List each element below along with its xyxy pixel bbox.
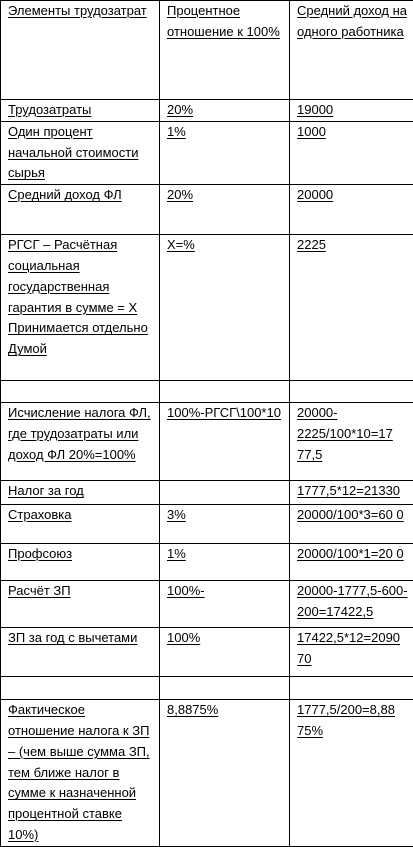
table-cell: 17422,5*12=2090 70 — [290, 628, 413, 677]
table-row — [1, 544, 413, 581]
table-cell: РГСГ – Расчётная социальная государственная гарантия в сумме = Х Принимается отдельно Думой — [1, 235, 160, 381]
table-row — [1, 1, 413, 100]
table-cell — [290, 677, 413, 700]
table-cell — [160, 677, 290, 700]
table-cell: 1% — [160, 544, 290, 581]
table-row — [1, 505, 413, 544]
table-cell: 100%- — [160, 581, 290, 628]
table-row — [1, 235, 413, 381]
table-cell: 8,8875% — [160, 700, 290, 847]
table-cell: 1777,5*12=21330 — [290, 481, 413, 505]
table-cell: Исчисление налога ФЛ, где трудозатраты или доход ФЛ 20%=100% — [1, 403, 160, 481]
table-cell: Один процент начальной стоимости сырья — [1, 121, 160, 184]
table-row — [1, 700, 413, 847]
table-row — [1, 121, 413, 184]
table-cell: Средний доход ФЛ — [1, 185, 160, 235]
table-cell: Расчёт ЗП — [1, 581, 160, 628]
table-cell: 20000/100*3=60 0 — [290, 505, 413, 544]
table-cell — [290, 381, 413, 403]
table-cell: Налог за год — [1, 481, 160, 505]
table-cell: Х=% — [160, 235, 290, 381]
table-row — [1, 185, 413, 235]
table-cell: 20000-1777,5-600-200=17422,5 — [290, 581, 413, 628]
table-row — [1, 581, 413, 628]
table-row — [1, 481, 413, 505]
table-cell: 20% — [160, 185, 290, 235]
table-header-cell: Процентное отношение к 100% — [160, 1, 290, 100]
table-cell: Фактическое отношение налога к ЗП – (чем выше сумма ЗП, тем ближе налог в сумме к назначенной процентной ставке 10%) — [1, 700, 160, 847]
table-header-cell: Средний доход на одного работника — [290, 1, 413, 100]
table-row — [1, 381, 413, 403]
table-cell: 1000 — [290, 121, 413, 184]
table-row — [1, 628, 413, 677]
table-cell — [1, 677, 160, 700]
table-cell: 20000 — [290, 185, 413, 235]
table-cell: 1% — [160, 121, 290, 184]
table-cell: 20% — [160, 100, 290, 122]
table-cell: ЗП за год с вычетами — [1, 628, 160, 677]
table-cell — [160, 381, 290, 403]
table-cell: Страховка — [1, 505, 160, 544]
table-cell: Трудозатраты — [1, 100, 160, 122]
table-cell: 2225 — [290, 235, 413, 381]
table-header-cell: Элементы трудозатрат — [1, 1, 160, 100]
table-cell: 20000-2225/100*10=17 77,5 — [290, 403, 413, 481]
table-cell — [160, 481, 290, 505]
table-row — [1, 677, 413, 700]
table-cell: 19000 — [290, 100, 413, 122]
table-row — [1, 100, 413, 122]
table-cell: 100% — [160, 628, 290, 677]
table-cell: 1777,5/200=8,88 75% — [290, 700, 413, 847]
table-cell — [1, 381, 160, 403]
table-cell: Профсоюз — [1, 544, 160, 581]
table-cell: 100%-РГСГ\100*10 — [160, 403, 290, 481]
table-row — [1, 403, 413, 481]
table-cell: 3% — [160, 505, 290, 544]
table-cell: 20000/100*1=20 0 — [290, 544, 413, 581]
